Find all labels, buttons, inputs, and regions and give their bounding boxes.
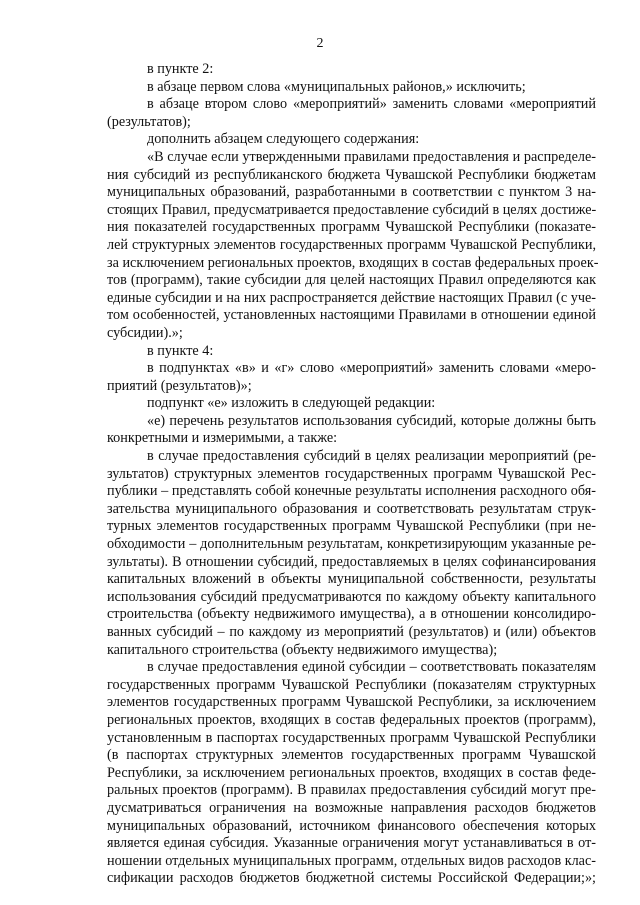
text-line: (результатов); — [107, 113, 191, 130]
text-line: в подпунктах «в» и «г» слово «мероприятий» заменить словами «меро- — [147, 360, 596, 377]
text-line: элементов государственных программ Чувашской Республики, за исключением — [107, 694, 596, 711]
text-line: установленным в паспортах государственных программ Чувашской Республики — [107, 729, 596, 746]
text-line: в пункте 2: — [147, 61, 214, 77]
text-line: турных элементов государственных программ Чувашской Республики (при не- — [107, 518, 596, 535]
text-line: подпункт «е» изложить в следующей редакции: — [147, 395, 436, 412]
text-line: в случае предоставления единой субсидии – соответствовать показателям — [147, 659, 596, 676]
text-line: ния субсидий из республиканского бюджета Чувашской Республики бюджетам — [107, 166, 596, 183]
text-line: том особенностей, установленных настоящими Правилами в отношении единой — [107, 307, 596, 324]
text-line: конкретными и измеримыми, а также: — [107, 430, 338, 447]
text-line: муниципальных образований, разработанными в соответствии с пунктом 3 на- — [107, 184, 596, 201]
text-line: лей структурных элементов государственных программ Чувашской Республики, — [107, 236, 596, 253]
text-line: ношении отдельных муниципальных программ, отдельных видов расходов клас- — [107, 852, 596, 869]
text-line: за исключением региональных проектов, входящих в состав федеральных проек- — [107, 254, 599, 271]
text-line: ния показателей государственных программ Чувашской Республики (показате- — [107, 219, 596, 236]
text-line: «е) перечень результатов использования субсидий, которые должны быть — [147, 412, 596, 429]
text-line: в случае предоставления субсидий в целях реализации мероприятий (ре- — [147, 448, 596, 465]
page-number: 2 — [316, 36, 324, 51]
text-line: тов (программ), такие субсидии для целей настоящих Правил определяются как — [107, 272, 596, 289]
text-line: Республики, за исключением региональных проектов, входящих в состав феде- — [107, 764, 596, 781]
text-line: использования субсидий предусматриваются по каждому объекту капитального — [107, 588, 596, 605]
text-line: сификации расходов бюджетов бюджетной системы Российской Федерации;»; — [107, 870, 596, 887]
text-line: субсидии).»; — [107, 324, 183, 341]
text-line: в пункте 4: — [147, 342, 214, 359]
text-line: является единая субсидия. Указанные ограничения могут устанавливаться в от- — [107, 835, 596, 852]
text-line: государственных программ Чувашской Республики (показателям структурных — [107, 676, 596, 693]
text-line: «В случае если утвержденными правилами предоставления и распределе- — [147, 148, 596, 165]
text-line: приятий (результатов)»; — [107, 377, 252, 394]
text-line: капитальных вложений в объекты муниципальной собственности, результаты — [107, 571, 596, 588]
text-line: региональных проектов, входящих в состав федеральных проектов (программ), — [107, 711, 596, 728]
text-line: обходимости – дополнительным результатам, конкретизирующим указанные ре- — [107, 536, 596, 553]
text-line: дусматриваться ограничения на возможные направления расходов бюджетов — [107, 799, 596, 816]
text-line: зательства муниципального образования и соответствовать результатам струк- — [107, 500, 596, 517]
text-line: в абзаце втором слово «мероприятий» заменить словами «мероприятий — [147, 96, 596, 113]
document-body — [107, 61, 599, 888]
text-line: (в паспортах структурных элементов государственных программ Чувашской — [107, 747, 596, 764]
text-line: дополнить абзацем следующего содержания: — [147, 131, 420, 148]
text-line: ванных субсидий – по каждому из мероприятий (результатов) и (или) объектов — [107, 624, 596, 640]
text-line: публики – представлять собой конечные результаты исполнения расходного обя- — [107, 483, 596, 500]
text-line: единые субсидии и на них распространяется действие настоящих Правил (с уче- — [107, 289, 596, 306]
text-line: ральных проектов (программ). В правилах предоставления субсидий могут пре- — [107, 782, 596, 799]
text-line: зультаты). В отношении субсидий, предоставляемых в целях софинансирования — [107, 553, 596, 570]
text-line: муниципальных образований, источником финансового обеспечения которых — [107, 817, 596, 834]
text-line: строительства (объекту недвижимого имущества), а в отношении консолидиро- — [107, 606, 596, 623]
text-line: стоящих Правил, предусматривается предоставление субсидий в целях достиже- — [107, 201, 597, 218]
text-line: в абзаце первом слова «муниципальных районов,» исключить; — [147, 78, 526, 95]
text-line: капитального строительства (объекту недвижимого имущества); — [107, 641, 498, 658]
text-line: зультатов) структурных элементов государственных программ Чувашской Рес- — [107, 465, 596, 482]
